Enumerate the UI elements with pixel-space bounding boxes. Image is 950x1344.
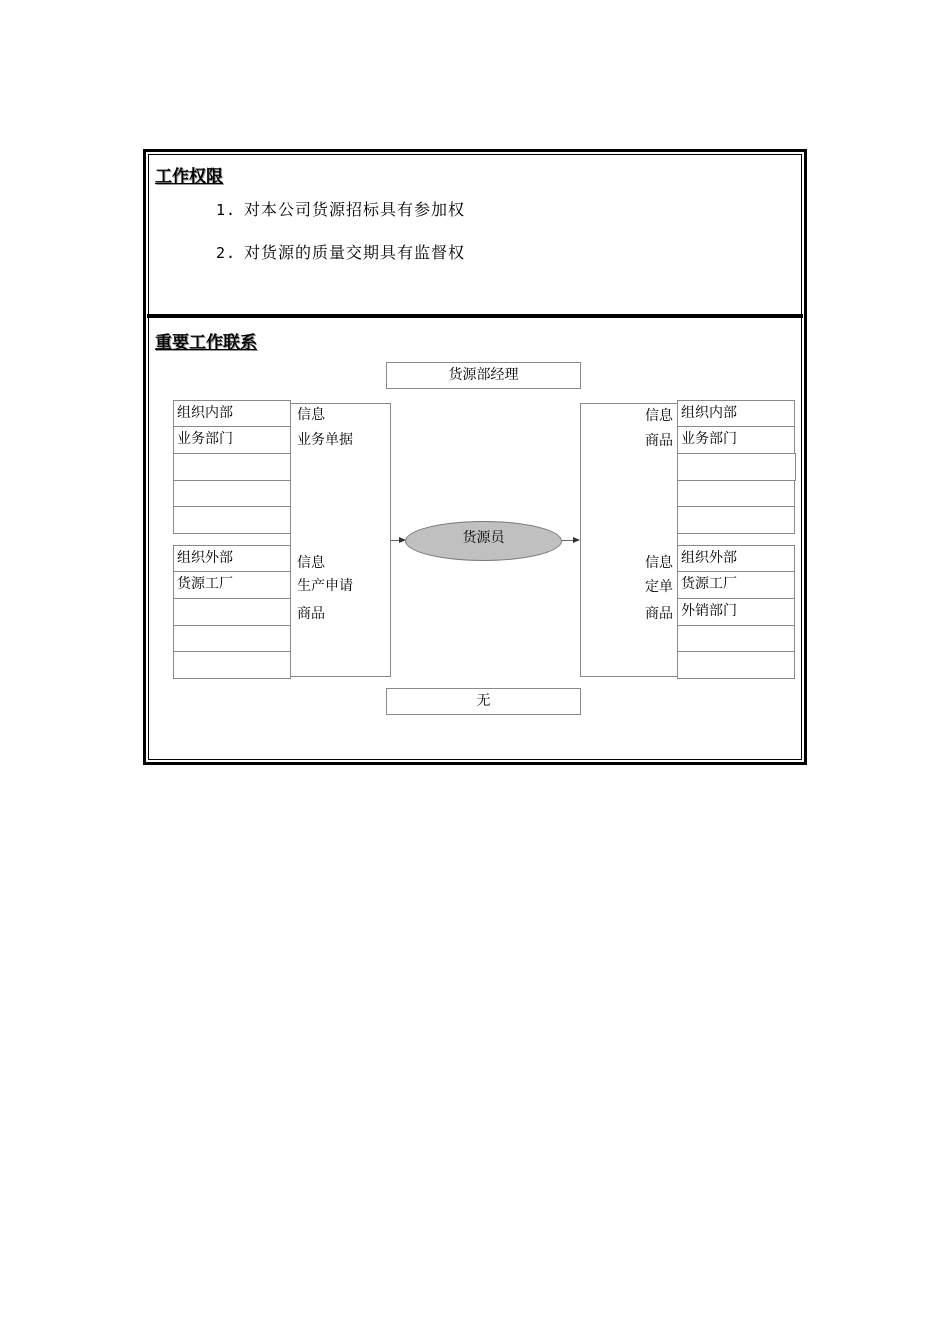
right-arrow-icon bbox=[573, 537, 580, 543]
left-external-flow-3: 商品 bbox=[297, 606, 325, 622]
authority-item-1 bbox=[216, 197, 465, 220]
superior-box: 货源部经理 bbox=[386, 362, 581, 389]
authority-item-1-text: 对本公司货源招标具有参加权 bbox=[244, 200, 466, 219]
left-internal-flow-1: 信息 bbox=[297, 407, 325, 423]
right-external-flow-1: 信息 bbox=[645, 555, 673, 571]
authority-item-1-num: 1. bbox=[216, 201, 237, 219]
relations-title: 重要工作联系 bbox=[155, 333, 257, 353]
left-internal-row-3 bbox=[173, 453, 291, 481]
section-divider bbox=[147, 314, 803, 318]
authority-item-2 bbox=[216, 240, 465, 263]
right-internal-row-1: 组织内部 bbox=[677, 400, 795, 427]
left-external-flow-1: 信息 bbox=[297, 555, 325, 571]
left-internal-row-2: 业务部门 bbox=[173, 426, 291, 454]
left-external-row-3 bbox=[173, 598, 291, 626]
right-external-row-1: 组织外部 bbox=[677, 545, 795, 572]
center-role-ellipse: 货源员 bbox=[405, 521, 562, 561]
right-internal-row-5 bbox=[677, 506, 795, 534]
right-external-row-4 bbox=[677, 625, 795, 652]
right-internal-flow-1: 信息 bbox=[645, 408, 673, 424]
right-external-row-5 bbox=[677, 651, 795, 679]
left-internal-row-1: 组织内部 bbox=[173, 400, 291, 427]
authority-item-2-text: 对货源的质量交期具有监督权 bbox=[244, 243, 466, 262]
left-internal-row-4 bbox=[173, 480, 291, 507]
right-internal-row-2: 业务部门 bbox=[677, 426, 795, 454]
right-internal-flow-2: 商品 bbox=[645, 433, 673, 449]
left-external-flow-2: 生产申请 bbox=[297, 578, 353, 594]
left-external-row-1: 组织外部 bbox=[173, 545, 291, 572]
right-external-flow-2: 定单 bbox=[645, 579, 673, 595]
right-internal-row-4 bbox=[677, 480, 795, 507]
right-external-row-3: 外销部门 bbox=[677, 598, 795, 626]
left-external-row-5 bbox=[173, 651, 291, 679]
authority-item-2-num: 2. bbox=[216, 244, 237, 262]
subordinate-box: 无 bbox=[386, 688, 581, 715]
left-external-row-4 bbox=[173, 625, 291, 652]
right-external-row-2: 货源工厂 bbox=[677, 571, 795, 599]
authority-title: 工作权限 bbox=[155, 167, 223, 187]
right-external-flow-3: 商品 bbox=[645, 606, 673, 622]
left-external-row-2: 货源工厂 bbox=[173, 571, 291, 599]
right-internal-row-3 bbox=[677, 453, 796, 481]
left-internal-flow-2: 业务单据 bbox=[297, 432, 353, 448]
left-internal-row-5 bbox=[173, 506, 291, 534]
